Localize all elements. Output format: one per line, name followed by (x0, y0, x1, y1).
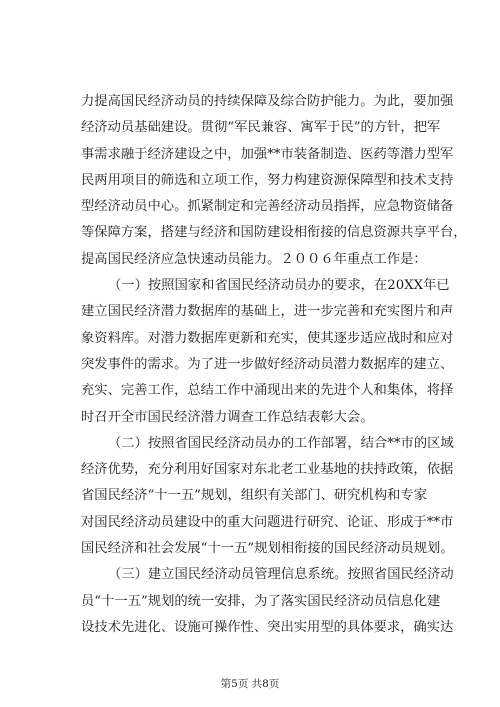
text-line: 力提高国民经济动员的持续保障及综合防护能力。为此，要加强 (81, 94, 454, 109)
text-line: （一）按照国家和省国民经济动员办的要求，在20XX年已 (108, 278, 450, 294)
text-line: 民两用项目的筛选和立项工作，努力构建资源保障型和技术支持 (81, 172, 454, 188)
text-line: 事需求融于经济建设之中，加强**市装备制造、医药等潜力型军 (81, 146, 454, 162)
text-line: 等保障方案，搭建与经济和国防建设相衔接的信息资源共享平台， (81, 225, 467, 241)
text-line: （二）按照省国民经济动员办的工作部署，结合**市的区域 (108, 435, 454, 451)
text-line: 省国民经济“十一五”规划，组织有关部门、研究机构和专家 (81, 488, 428, 504)
text-line: 经济优势，充分利用好国家对东北老工业基地的扶持政策，依据 (81, 462, 454, 478)
text-line: 设技术先进化、设施可操作性、突出实用型的具体要求，确实达 (81, 619, 454, 635)
text-line: 经济动员基础建设。贯彻“军民兼容、寓军于民”的方针，把军 (81, 120, 441, 136)
text-line: 充实、完善工作，总结工作中涌现出来的先进个人和集体，将择 (81, 383, 454, 399)
text-line: 象资料库。对潜力数据库更新和充实，使其逐步适应战时和应对 (81, 330, 454, 346)
text-line: 员“十一五”规划的统一安排，为了落实国民经济动员信息化建 (81, 593, 441, 609)
text-line: （三）建立国民经济动员管理信息系统。按照省国民经济动 (108, 567, 454, 583)
text-line: 国民经济和社会发展“十一五”规划相衔接的国民经济动员规划。 (81, 541, 454, 557)
text-line: 建立国民经济潜力数据库的基础上，进一步完善和充实图片和声 (81, 304, 454, 320)
body-text (81, 89, 467, 641)
page-number: 第5页 共8页 (220, 678, 280, 690)
text-line: 对国民经济动员建设中的重大问题进行研究、论证、形成于**市 (81, 514, 454, 530)
text-line: 型经济动员中心。抓紧制定和完善经济动员指挥，应急物资储备 (81, 199, 454, 215)
text-line: 突发事件的需求。为了进一步做好经济动员潜力数据库的建立、 (81, 356, 454, 372)
text-line: 提高国民经济应急快速动员能力。２００６年重点工作是： (81, 251, 427, 267)
text-line: 时召开全市国民经济潜力调查工作总结表彰大会。 (81, 409, 374, 425)
